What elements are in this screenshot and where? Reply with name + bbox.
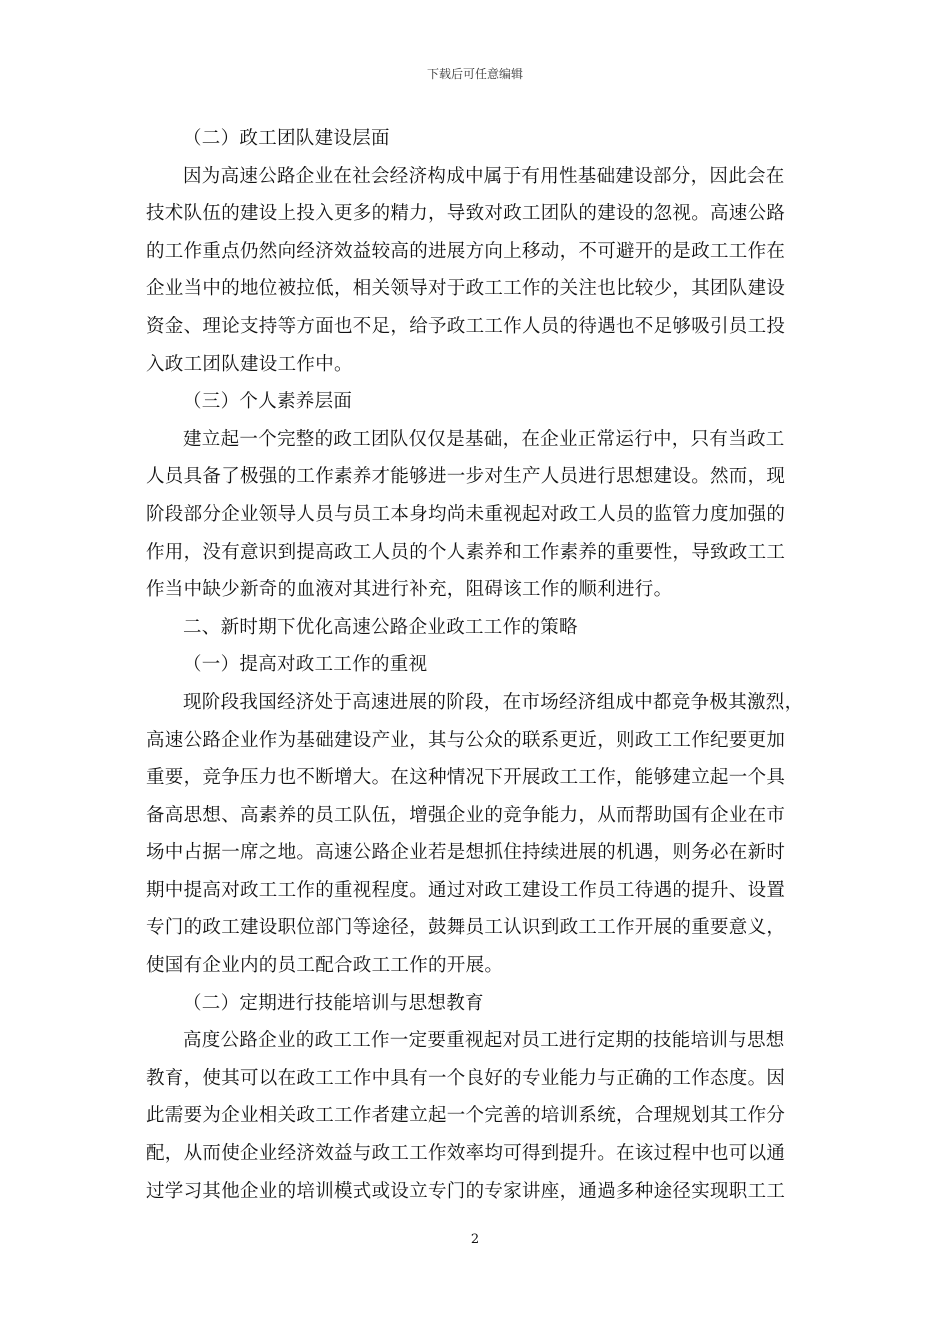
paragraph-line: 专门的政工建设职位部门等途径，鼓舞员工认识到政工工作开展的重要意义， xyxy=(146,917,786,939)
paragraph-line: 期中提高对政工工作的重视程度。通过对政工建设工作员工待遇的提升、设置 xyxy=(146,879,786,901)
heading-strategies xyxy=(146,609,806,647)
heading-text: （三）个人素养层面 xyxy=(183,391,353,413)
heading-text: （二）定期进行技能培训与思想教育 xyxy=(183,992,484,1014)
paragraph-line: 因为高速公路企业在社会经济构成中属于有用性基础建设部分，因此会在 xyxy=(183,165,785,187)
paragraph-personal-quality xyxy=(146,421,806,609)
paragraph-line: 场中占据一席之地。高速公路企业若是想抓住持续进展的机遇，则务必在新时 xyxy=(146,842,786,864)
paragraph-line: 作当中缺少新奇的血液对其进行补充，阻碍该工作的顺利进行。 xyxy=(146,579,673,601)
paragraph-line: 建立起一个完整的政工团队仅仅是基础，在企业正常运行中，只有当政工 xyxy=(183,428,785,450)
paragraph-line: 高速公路企业作为基础建设产业，其与公众的联系更近，则政工工作纪要更加 xyxy=(146,729,786,751)
paragraph-line: 作用，没有意识到提高政工人员的个人素养和工作素养的重要性，导致政工工 xyxy=(146,541,786,563)
heading-raise-attention xyxy=(146,646,806,684)
page-number: 2 xyxy=(470,1232,480,1247)
heading-training xyxy=(146,985,806,1023)
heading-text: （一）提高对政工工作的重视 xyxy=(183,654,428,676)
paragraph-line: 使国有企业内的员工配合政工工作的开展。 xyxy=(146,955,504,977)
paragraph-line: 资金、理论支持等方面也不足，给予政工工作人员的待遇也不足够吸引员工投 xyxy=(146,315,786,337)
paragraph-line: 过学习其他企业的培训模式或设立专门的专家讲座，通過多种途径实现职工工 xyxy=(146,1180,786,1202)
paragraph-line: 企业当中的地位被拉低，相关领导对于政工工作的关注也比较少，其团队建设 xyxy=(146,278,786,300)
paragraph-line: 现阶段我国经济处于高速进展的阶段，在市场经济组成中都竞争极其激烈， xyxy=(183,691,804,713)
paragraph-line: 阶段部分企业领导人员与员工本身均尚未重视起对政工人员的监管力度加强的 xyxy=(146,503,786,525)
paragraph-line: 备高思想、高素养的员工队伍，增强企业的竞争能力，从而帮助国有企业在市 xyxy=(146,804,786,826)
paragraph-team-building xyxy=(146,158,806,384)
paragraph-line: 技术队伍的建设上投入更多的精力，导致对政工团队的建设的忽视。高速公路 xyxy=(146,203,786,225)
paragraph-raise-attention xyxy=(146,684,806,985)
paragraph-line: 人员具备了极强的工作素养才能够进一步对生产人员进行思想建设。然而，现 xyxy=(146,466,786,488)
paragraph-line: 高度公路企业的政工工作一定要重视起对员工进行定期的技能培训与思想 xyxy=(183,1030,785,1052)
paragraph-line: 教育，使其可以在政工工作中具有一个良好的专业能力与正确的工作态度。因 xyxy=(146,1067,786,1089)
document-body xyxy=(146,120,806,1210)
paragraph-training xyxy=(146,1022,806,1210)
heading-text: （二）政工团队建设层面 xyxy=(183,128,390,149)
paragraph-line: 的工作重点仍然向经济效益较高的进展方向上移动，不可避开的是政工工作在 xyxy=(146,240,786,262)
paragraph-line: 配，从而使企业经济效益与政工工作效率均可得到提升。在该过程中也可以通 xyxy=(146,1143,786,1165)
heading-team-building xyxy=(146,120,806,158)
heading-text: 二、新时期下优化高速公路企业政工工作的策略 xyxy=(183,616,578,638)
paragraph-line: 重要，竞争压力也不断增大。在这种情况下开展政工工作，能够建立起一个具 xyxy=(146,767,786,789)
page-header: 下载后可任意编辑 xyxy=(426,67,523,81)
paragraph-line: 此需要为企业相关政工工作者建立起一个完善的培训系统，合理规划其工作分 xyxy=(146,1105,786,1127)
heading-personal-quality xyxy=(146,383,806,421)
paragraph-line: 入政工团队建设工作中。 xyxy=(146,353,353,375)
